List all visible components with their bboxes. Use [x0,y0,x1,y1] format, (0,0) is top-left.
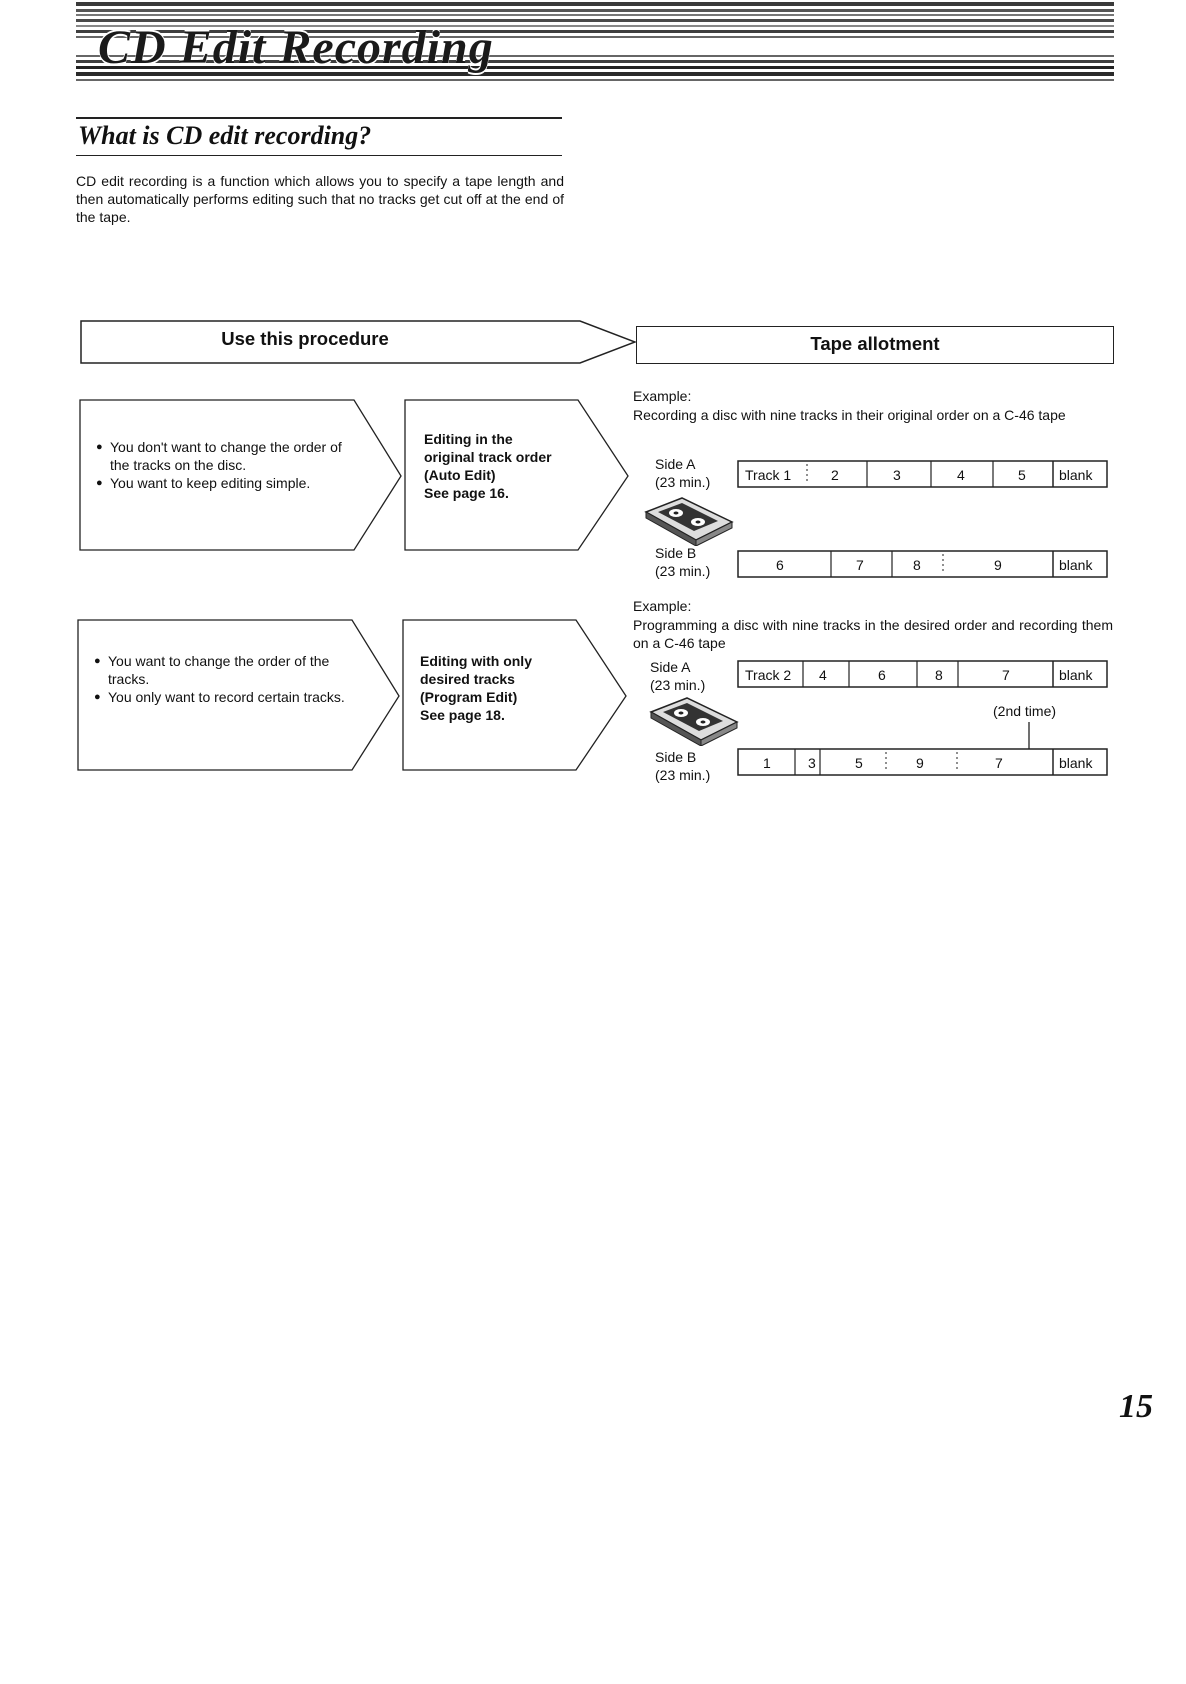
mode-page-ref: See page 18. [420,707,505,723]
condition-item: ● You want to change the order of the tracks. [94,652,356,688]
second-time-note: (2nd time) [993,703,1057,719]
side-label: Side A [650,659,691,675]
heading-rule-top [76,117,562,119]
mode-line: Editing in the [424,431,513,447]
intro-paragraph: CD edit recording is a function which allows you to specify a tape length and then automatically performs editing such that no tracks get cut off at the end of the tape. [76,173,564,225]
track-cell: 4 [819,667,827,683]
track-cell: Track 1 [745,467,792,483]
page-number: 15 [1119,1388,1153,1425]
track-cell: 3 [808,755,816,771]
track-cell: 6 [878,667,886,683]
side-label: Side A [655,456,696,472]
track-cell: blank [1059,467,1093,483]
procedure-header: Use this procedure [221,328,389,349]
track-cell: 2 [831,467,839,483]
mode-line: (Program Edit) [420,689,518,705]
tape-strip-2a [737,660,1109,690]
side-duration: (23 min.) [655,767,711,783]
track-cell: 8 [935,667,943,683]
track-cell: blank [1059,755,1093,771]
side-duration: (23 min.) [655,563,711,579]
example-label: Example: [633,598,692,614]
mode-line: Editing with only [420,653,532,669]
mode-page-ref: See page 16. [424,485,509,501]
cassette-icon [647,696,741,746]
condition-item: ● You only want to record certain tracks. [94,688,356,706]
mode-line: (Auto Edit) [424,467,496,483]
track-cell: Track 2 [745,667,792,683]
example-description: Programming a disc with nine tracks in the desired order and recording them on a C-46 tape [633,617,1113,651]
tape-strip-1b [737,550,1109,580]
example-label: Example: [633,388,692,404]
example-description: Recording a disc with nine tracks in their original order on a C-46 tape [633,407,1066,423]
heading-rule-bottom [76,155,562,156]
side-b-label-1 [655,544,710,580]
flow-row-2-mode [420,652,595,724]
side-b-label-2 [655,748,710,784]
condition-item: ● You want to keep editing simple. [96,474,346,492]
mode-line: desired tracks [420,671,515,687]
section-heading: What is CD edit recording? [78,121,372,150]
page-title: CD Edit Recording [98,21,494,74]
flow-row-1-mode [424,430,599,502]
track-cell: blank [1059,557,1093,573]
flow-row-2-conditions [94,652,356,706]
track-cell: 5 [855,755,863,771]
side-label: Side B [655,749,697,765]
track-cell: 3 [893,467,901,483]
side-duration: (23 min.) [655,474,711,490]
track-cell: 1 [763,755,771,771]
track-cell: 7 [995,755,1003,771]
side-a-label-1 [655,455,710,491]
condition-item: ● You don't want to change the order of the tracks on the disc. [96,438,346,474]
track-cell: 7 [1002,667,1010,683]
track-cell: 6 [776,557,784,573]
track-cell: blank [1059,667,1093,683]
track-cell: 7 [856,557,864,573]
side-a-label-2 [650,658,705,694]
tape-allotment-header: Tape allotment [810,333,940,354]
track-cell: 9 [916,755,924,771]
track-cell: 5 [1018,467,1026,483]
side-duration: (23 min.) [650,677,706,693]
track-cell: 8 [913,557,921,573]
tape-strip-1a [737,460,1109,490]
flow-row-1-conditions [96,438,346,492]
mode-line: original track order [424,449,552,465]
side-label: Side B [655,545,697,561]
track-cell: 9 [994,557,1002,573]
cassette-icon [642,496,736,546]
track-cell: 4 [957,467,965,483]
